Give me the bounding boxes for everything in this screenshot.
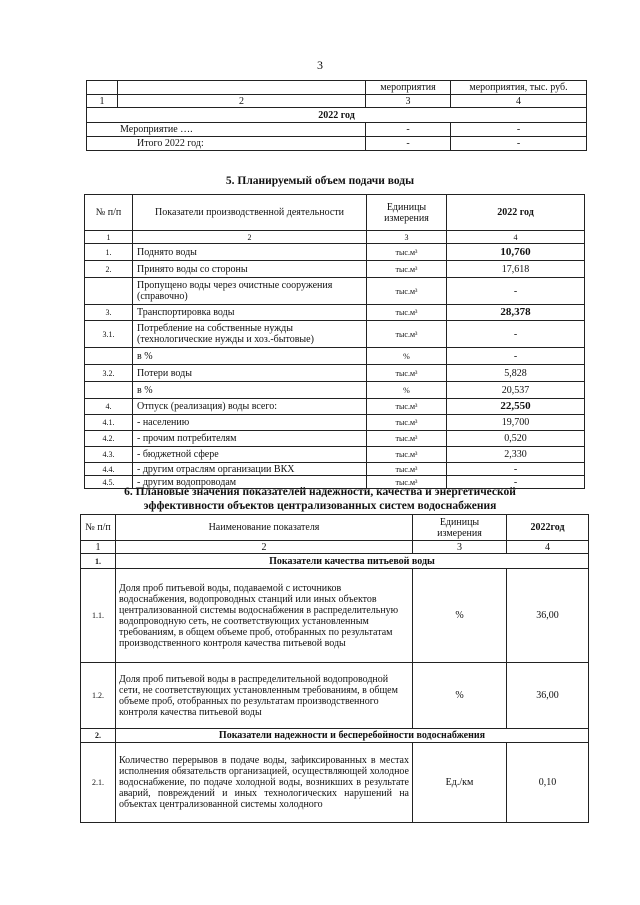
row-unit: тыс.м³ xyxy=(367,447,447,463)
table-row xyxy=(85,382,585,399)
row-name: Транспортировка воды xyxy=(133,305,367,321)
num-cell: 4 xyxy=(447,231,585,244)
row-value: 17,618 xyxy=(447,261,585,278)
header-cell: Единицы измерения xyxy=(367,195,447,231)
water-supply-table xyxy=(84,194,585,489)
row-name: - прочим потребителям xyxy=(133,431,367,447)
table-row xyxy=(85,305,585,321)
row-unit: % xyxy=(367,382,447,399)
row-name: Доля проб питьевой воды, подаваемой с источников водоснабжения, водопроводных станций или иных объектов централизованной системы водоснабжения в распределительную водопроводную сеть, не соответствующих установленным требованиям, в общем объеме проб, отобранных по результатам производственного контроля качества питьевой воды xyxy=(116,569,413,663)
table-row xyxy=(85,463,585,476)
table-row xyxy=(87,81,587,95)
row-value: 36,00 xyxy=(507,663,589,729)
row-value: - xyxy=(447,321,585,348)
row-value: 0,10 xyxy=(507,743,589,823)
num-cell: 1 xyxy=(81,541,116,554)
row-number: 4.4. xyxy=(85,463,133,476)
table-row xyxy=(87,108,587,123)
row-unit: тыс.м³ xyxy=(367,431,447,447)
row-number: 4.1. xyxy=(85,415,133,431)
row-number xyxy=(85,382,133,399)
row-unit: Ед./км xyxy=(413,743,507,823)
table-header-row xyxy=(85,195,585,231)
row-number: 3.2. xyxy=(85,365,133,382)
table-row xyxy=(85,447,585,463)
group-row xyxy=(81,729,589,743)
num-cell: 1 xyxy=(87,95,118,108)
row-name: Отпуск (реализация) воды всего: xyxy=(133,399,367,415)
table-row xyxy=(85,431,585,447)
row-name: Потери воды xyxy=(133,365,367,382)
row-number: 4.5. xyxy=(85,476,133,489)
row-value: - xyxy=(447,348,585,365)
row-value: 20,537 xyxy=(447,382,585,399)
row-number: 4.3. xyxy=(85,447,133,463)
row-name: в % xyxy=(133,382,367,399)
header-cell: 2022год xyxy=(507,515,589,541)
row-name: в % xyxy=(133,348,367,365)
row-unit: тыс.м³ xyxy=(367,365,447,382)
row-number: 1. xyxy=(85,244,133,261)
num-cell: 4 xyxy=(451,95,587,108)
row-value: 19,700 xyxy=(447,415,585,431)
row-unit: % xyxy=(413,569,507,663)
table-row xyxy=(85,278,585,305)
row-name: Принято воды со стороны xyxy=(133,261,367,278)
row-name: Количество перерывов в подаче воды, зафиксированных в местах исполнения обязательств организацией, осуществляющей холодное водоснабжение, по подаче холодной воды, возникших в результате аварий, повреждений и иных технологических нарушений на объектах централизованной системы холодного xyxy=(116,743,413,823)
table-row xyxy=(85,321,585,348)
num-cell: 2 xyxy=(118,95,366,108)
row-number: 1.2. xyxy=(81,663,116,729)
group-number: 2. xyxy=(81,729,116,743)
row-name: Доля проб питьевой воды в распределительной водопроводной сети, не соответствующих установленным требованиям, в общем объеме проб, отобранных по результатам производственного контроля качества питьевой воды xyxy=(116,663,413,729)
table-row xyxy=(81,663,589,729)
row-unit: тыс.м³ xyxy=(367,305,447,321)
row-name: Поднято воды xyxy=(133,244,367,261)
row-name: - другим водопроводам xyxy=(133,476,367,489)
row-number: 2.1. xyxy=(81,743,116,823)
row-unit: тыс.м³ xyxy=(367,278,447,305)
group-row xyxy=(81,554,589,569)
row-number: 1.1. xyxy=(81,569,116,663)
table-row xyxy=(87,137,587,151)
row-value: 5,828 xyxy=(447,365,585,382)
row-unit: тыс.м³ xyxy=(367,463,447,476)
row-unit: тыс.м³ xyxy=(367,261,447,278)
num-cell: 3 xyxy=(366,95,451,108)
indicators-table xyxy=(80,514,589,823)
row-number: 3.1. xyxy=(85,321,133,348)
row-value: - xyxy=(447,476,585,489)
num-cell: 3 xyxy=(413,541,507,554)
row-unit: % xyxy=(367,348,447,365)
group-number: 1. xyxy=(81,554,116,569)
table-row xyxy=(85,244,585,261)
row-name: Итого 2022 год: xyxy=(87,137,366,151)
row-name: - населению xyxy=(133,415,367,431)
row-number: 2. xyxy=(85,261,133,278)
table-row xyxy=(85,231,585,244)
row-value: 0,520 xyxy=(447,431,585,447)
row-value: 36,00 xyxy=(507,569,589,663)
row-unit: тыс.м³ xyxy=(367,321,447,348)
table-row xyxy=(87,123,587,137)
table-row xyxy=(85,399,585,415)
row-value: 2,330 xyxy=(447,447,585,463)
row-unit: тыс.м³ xyxy=(367,476,447,489)
row-unit: % xyxy=(413,663,507,729)
row-number xyxy=(85,348,133,365)
group-title: Показатели качества питьевой воды xyxy=(116,554,589,569)
table-row xyxy=(85,261,585,278)
table-row xyxy=(87,95,587,108)
row-unit: тыс.м³ xyxy=(367,415,447,431)
header-cell: 2022 год xyxy=(447,195,585,231)
row-value: - xyxy=(447,463,585,476)
header-cell: Наименование показателя xyxy=(116,515,413,541)
section-5-title: 5. Планируемый объем подачи воды xyxy=(225,175,415,187)
row-value: - xyxy=(366,137,451,151)
header-cell: Показатели производственной деятельности xyxy=(133,195,367,231)
row-value: - xyxy=(366,123,451,137)
row-name: - другим отраслям организации ВКХ xyxy=(133,463,367,476)
table-row xyxy=(85,365,585,382)
row-number: 3. xyxy=(85,305,133,321)
year-row: 2022 год xyxy=(87,108,587,123)
num-cell: 3 xyxy=(367,231,447,244)
table-header-row xyxy=(81,515,589,541)
row-number xyxy=(85,278,133,305)
row-number: 4. xyxy=(85,399,133,415)
row-value: - xyxy=(451,123,587,137)
row-unit: тыс.м³ xyxy=(367,399,447,415)
header-cell: Единицы измерения xyxy=(413,515,507,541)
row-name: - бюджетной сфере xyxy=(133,447,367,463)
row-number: 4.2. xyxy=(85,431,133,447)
table-row xyxy=(81,743,589,823)
row-name: Мероприятие …. xyxy=(87,123,366,137)
row-value: 28,378 xyxy=(447,305,585,321)
section-6-title-line-2: эффективности объектов централизованных систем водоснабжения xyxy=(143,500,497,512)
num-cell: 2 xyxy=(133,231,367,244)
num-cell: 2 xyxy=(116,541,413,554)
table-row xyxy=(81,569,589,663)
header-cell: № п/п xyxy=(85,195,133,231)
row-name: Потребление на собственные нужды (технологические нужды и хоз.-бытовые) xyxy=(133,321,367,348)
section-6-title-line-1: 6. Плановые значения показателей надежности, качества и энергетической xyxy=(124,486,516,498)
table-row xyxy=(85,415,585,431)
num-cell: 4 xyxy=(507,541,589,554)
row-value: 22,550 xyxy=(447,399,585,415)
row-name: Пропущено воды через очистные сооружения (справочно) xyxy=(133,278,367,305)
page-number: 3 xyxy=(317,58,323,72)
row-value: - xyxy=(451,137,587,151)
group-title: Показатели надежности и бесперебойности водоснабжения xyxy=(116,729,589,743)
events-table xyxy=(86,80,587,151)
header-cell: мероприятия xyxy=(366,81,451,95)
num-cell: 1 xyxy=(85,231,133,244)
row-value: - xyxy=(447,278,585,305)
row-unit: тыс.м³ xyxy=(367,244,447,261)
row-value: 10,760 xyxy=(447,244,585,261)
header-cell: мероприятия, тыс. руб. xyxy=(451,81,587,95)
table-row xyxy=(85,348,585,365)
table-row xyxy=(81,541,589,554)
header-cell: № п/п xyxy=(81,515,116,541)
